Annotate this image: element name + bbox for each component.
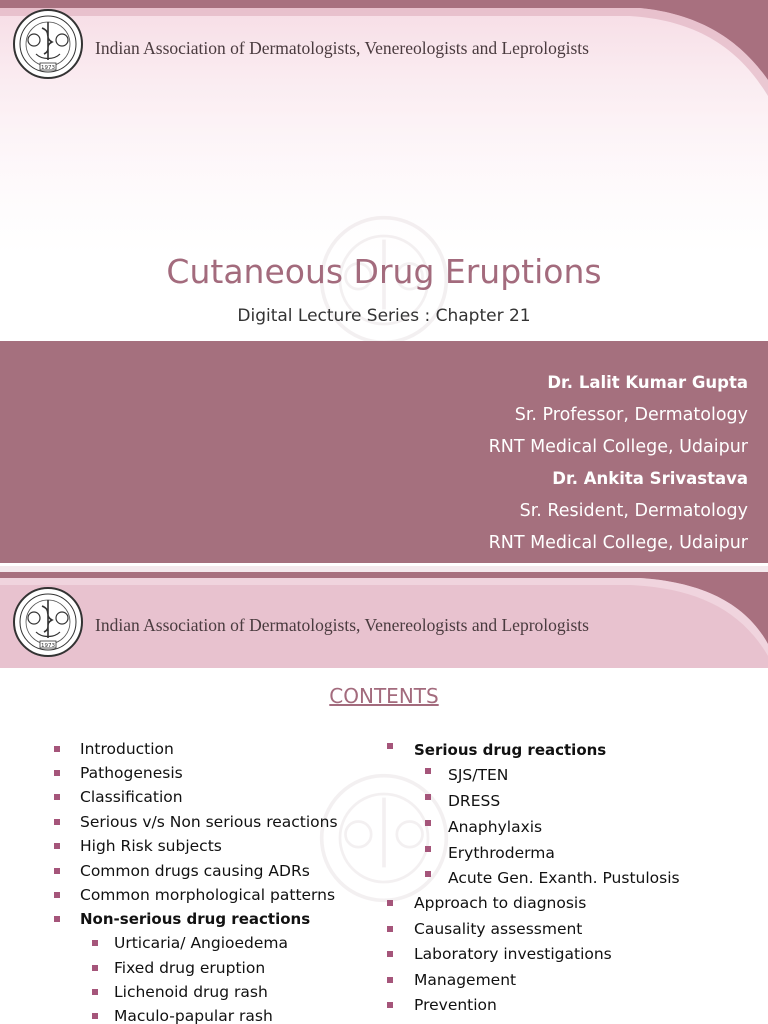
list-sub-item: Maculo-papular rash [114,1007,273,1024]
list-item: Serious drug reactions [414,741,606,759]
list-sub-item: Fixed drug eruption [114,959,265,977]
iadvl-logo [12,586,84,658]
list-item: Common morphological patterns [80,886,335,904]
logo-year: 1973 [41,65,55,71]
list-item: Classification [80,788,183,806]
bullet-icon [54,746,60,752]
watermark-logo-icon [318,772,450,904]
bullet-icon [92,1013,98,1019]
bullet-icon [425,820,431,826]
list-item: Common drugs causing ADRs [80,862,310,880]
bullet-icon [54,843,60,849]
bullet-icon [387,1002,393,1008]
bullet-icon [54,868,60,874]
bullet-icon [387,900,393,906]
bullet-icon [92,940,98,946]
list-item: Pathogenesis [80,764,183,782]
list-sub-item: Acute Gen. Exanth. Pustulosis [448,869,680,887]
author-1-institution: RNT Medical College, Udaipur [488,437,748,457]
list-item: Serious v/s Non serious reactions [80,813,338,831]
author-band [0,341,768,563]
list-sub-item: SJS/TEN [448,766,508,784]
author-1-title: Sr. Professor, Dermatology [514,405,748,425]
bullet-icon [54,794,60,800]
header-swoosh [0,0,768,230]
bullet-icon [387,977,393,983]
list-item: High Risk subjects [80,837,222,855]
bullet-icon [54,892,60,898]
organization-name: Indian Association of Dermatologists, Venereologists and Leprologists [95,615,589,635]
bullet-icon [387,743,393,749]
list-sub-item: Urticaria/ Angioedema [114,934,288,952]
organization-name: Indian Association of Dermatologists, Venereologists and Leprologists [95,38,589,58]
author-2-name: Dr. Ankita Srivastava [552,469,748,488]
list-item: Introduction [80,740,174,758]
logo-year: 1973 [41,643,55,649]
list-item: Causality assessment [414,920,582,938]
slide-title: Cutaneous Drug Eruptions [166,252,602,291]
list-item: Prevention [414,996,497,1014]
bullet-icon [92,989,98,995]
list-item: Management [414,971,516,989]
bullet-icon [425,768,431,774]
slide-subtitle: Digital Lecture Series : Chapter 21 [237,306,531,326]
list-sub-item: Anaphylaxis [448,818,542,836]
bullet-icon [54,916,60,922]
contents-heading: CONTENTS [329,684,439,708]
list-item: Non-serious drug reactions [80,910,310,928]
bullet-icon [425,794,431,800]
header-band [0,0,768,230]
list-sub-item: Erythroderma [448,844,555,862]
bullet-icon [92,965,98,971]
list-item: Laboratory investigations [414,945,612,963]
author-2-institution: RNT Medical College, Udaipur [488,533,748,553]
list-item: Approach to diagnosis [414,894,586,912]
bullet-icon [387,926,393,932]
author-1-name: Dr. Lalit Kumar Gupta [547,373,748,392]
bullet-icon [387,951,393,957]
iadvl-logo [12,8,84,80]
contents-slide [0,572,768,1024]
bullet-icon [54,819,60,825]
bullet-icon [425,846,431,852]
list-sub-item: DRESS [448,792,500,810]
list-sub-item: Lichenoid drug rash [114,983,268,1001]
bullet-icon [54,770,60,776]
author-2-title: Sr. Resident, Dermatology [519,501,748,521]
bullet-icon [425,871,431,877]
